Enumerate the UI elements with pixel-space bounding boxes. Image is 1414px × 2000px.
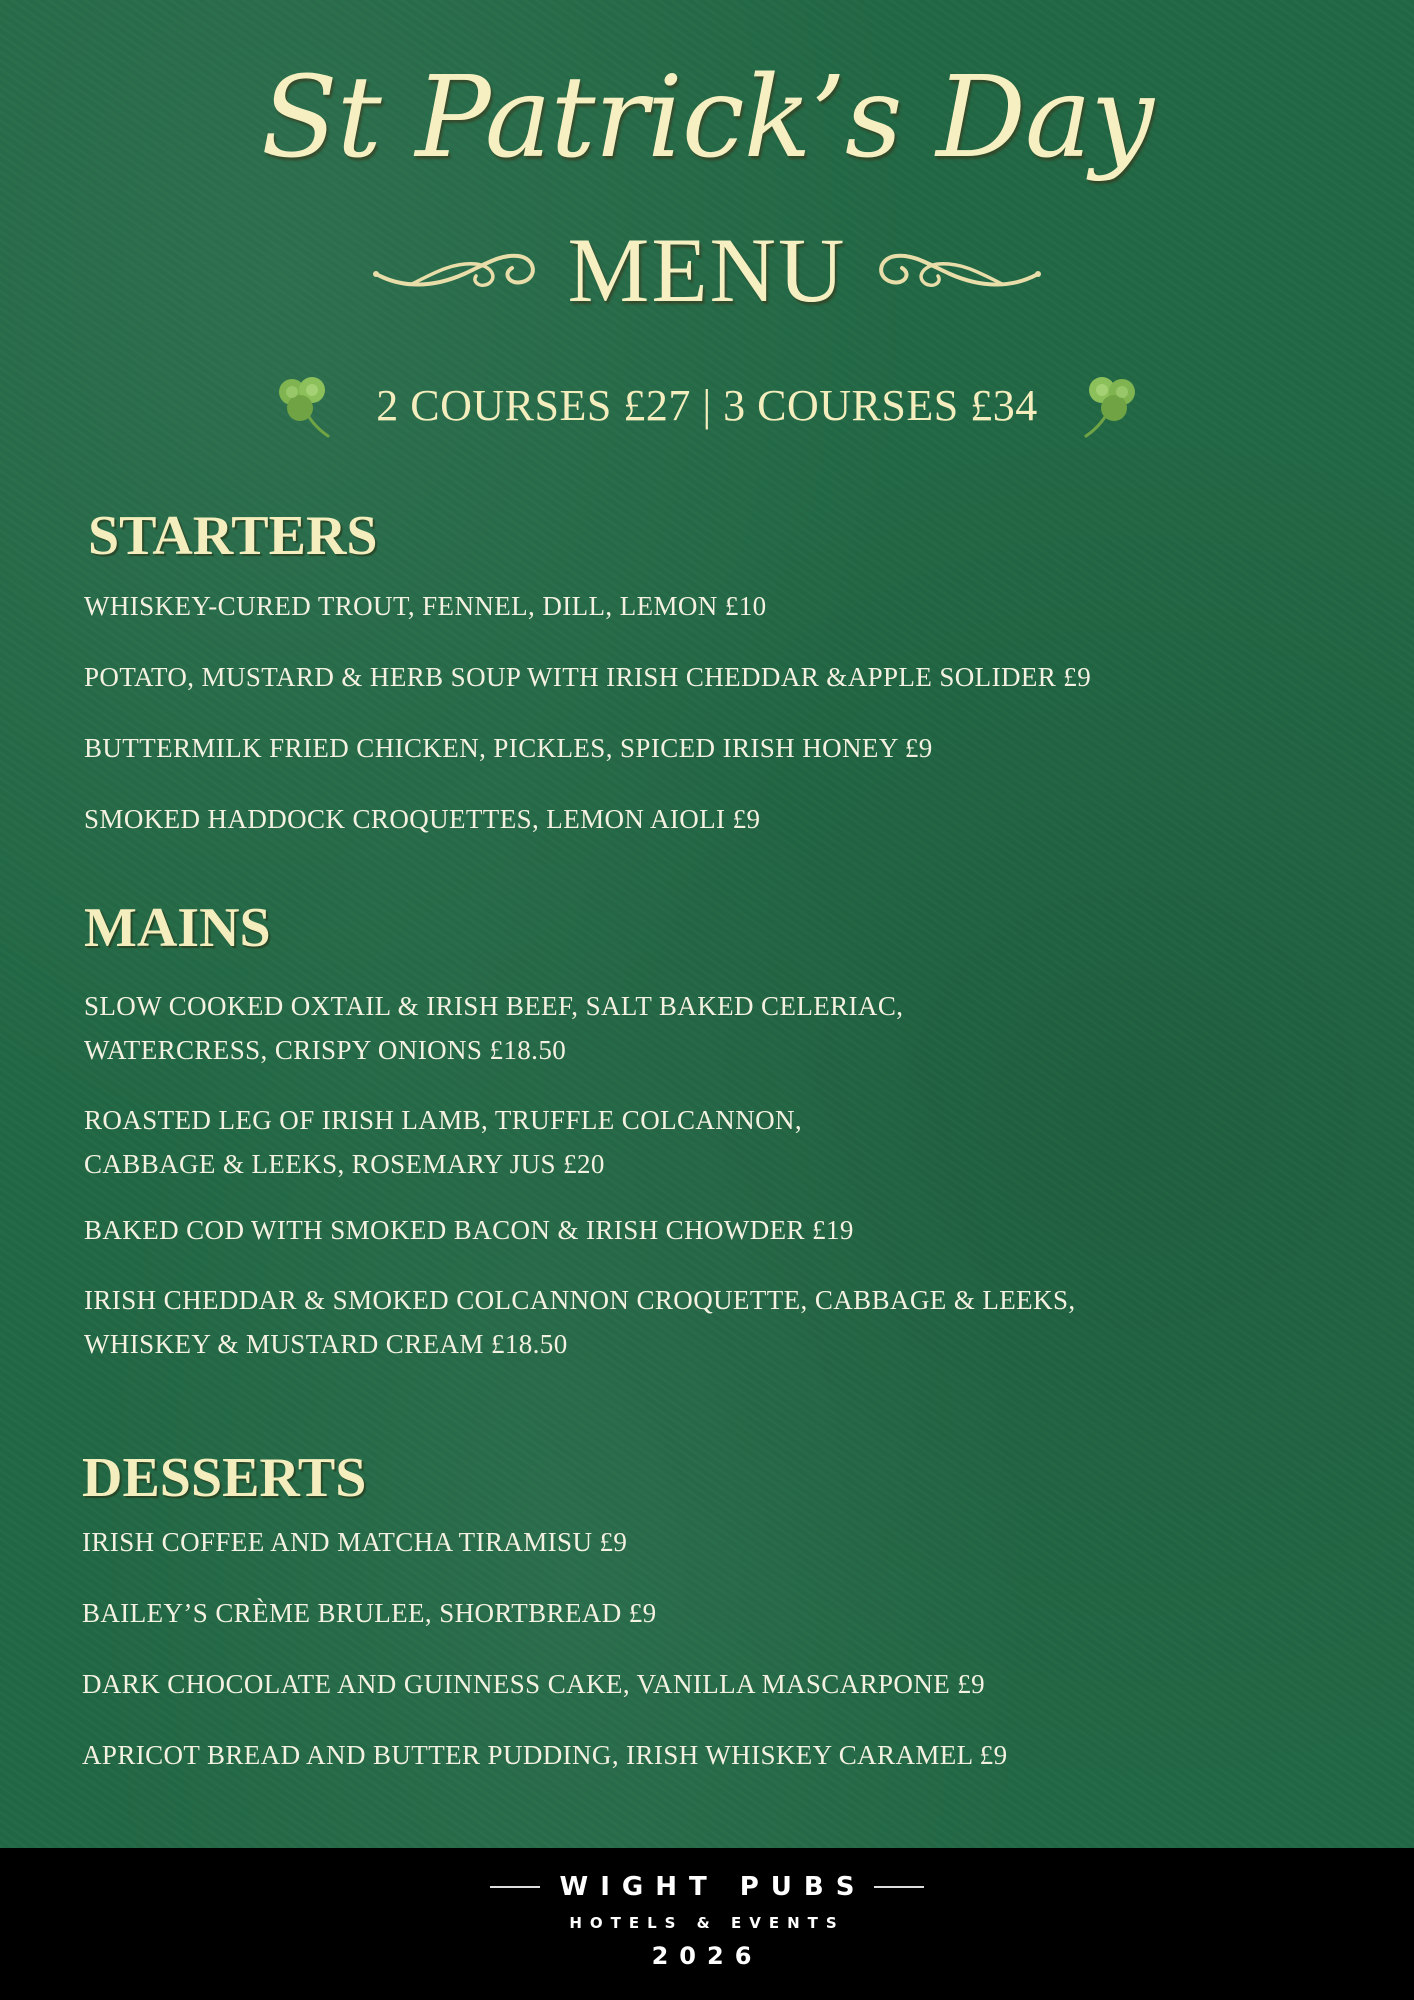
mains-heading: MAINS — [84, 897, 271, 959]
divider — [490, 1886, 540, 1888]
dessert-item: DARK CHOCOLATE AND GUINNESS CAKE, VANILLA MASCARPONE £9 — [82, 1669, 986, 1699]
main-item: BAKED COD WITH SMOKED BACON & IRISH CHOWDER £19 — [84, 1215, 854, 1245]
divider — [874, 1886, 924, 1888]
swirl-flourish-left-icon — [372, 244, 542, 296]
starters-heading: STARTERS — [88, 505, 378, 567]
dessert-item: BAILEY’S CRÈME BRULEE, SHORTBREAD £9 — [82, 1598, 657, 1628]
shamrock-right-icon — [1078, 370, 1142, 440]
main-item: ROASTED LEG OF IRISH LAMB, TRUFFLE COLCANNON, CABBAGE & LEEKS, ROSEMARY JUS £20 — [84, 1105, 803, 1179]
menu-subtitle: MENU — [567, 219, 847, 321]
desserts-section — [82, 1447, 1332, 1777]
starter-item: SMOKED HADDOCK CROQUETTES, LEMON AIOLI £9 — [84, 804, 761, 834]
desserts-heading: DESSERTS — [82, 1447, 367, 1509]
brand-year: 2026 — [651, 1942, 763, 1970]
starter-item: WHISKEY-CURED TROUT, FENNEL, DILL, LEMON £10 — [84, 591, 767, 621]
dessert-item: IRISH COFFEE AND MATCHA TIRAMISU £9 — [82, 1527, 628, 1557]
brand-tagline: HOTELS & EVENTS — [569, 1914, 845, 1932]
menu-subtitle-row — [0, 220, 1414, 320]
shamrock-left-icon — [272, 370, 336, 440]
mains-section — [84, 897, 1334, 1366]
starter-item: POTATO, MUSTARD & HERB SOUP WITH IRISH CHEDDAR &APPLE SOLIDER £9 — [84, 662, 1092, 692]
swirl-flourish-right-icon — [872, 244, 1042, 296]
brand-name: WIGHT PUBS — [559, 1872, 867, 1902]
starters-section — [84, 505, 1334, 841]
menu-title: St Patrick’s Day — [261, 53, 1153, 183]
main-item: SLOW COOKED OXTAIL & IRISH BEEF, SALT BAKED CELERIAC, WATERCRESS, CRISPY ONIONS £18.50 — [84, 991, 904, 1065]
footer — [0, 1848, 1414, 2000]
main-item: IRISH CHEDDAR & SMOKED COLCANNON CROQUETTE, CABBAGE & LEEKS, WHISKEY & MUSTARD CREAM £18.50 — [84, 1285, 1076, 1359]
pricing-row — [0, 370, 1414, 440]
brand-row — [0, 1872, 1414, 1902]
dessert-item: APRICOT BREAD AND BUTTER PUDDING, IRISH WHISKEY CARAMEL £9 — [82, 1740, 1008, 1770]
pricing-text: 2 COURSES £27 | 3 COURSES £34 — [376, 380, 1038, 430]
starter-item: BUTTERMILK FRIED CHICKEN, PICKLES, SPICED IRISH HONEY £9 — [84, 733, 933, 763]
